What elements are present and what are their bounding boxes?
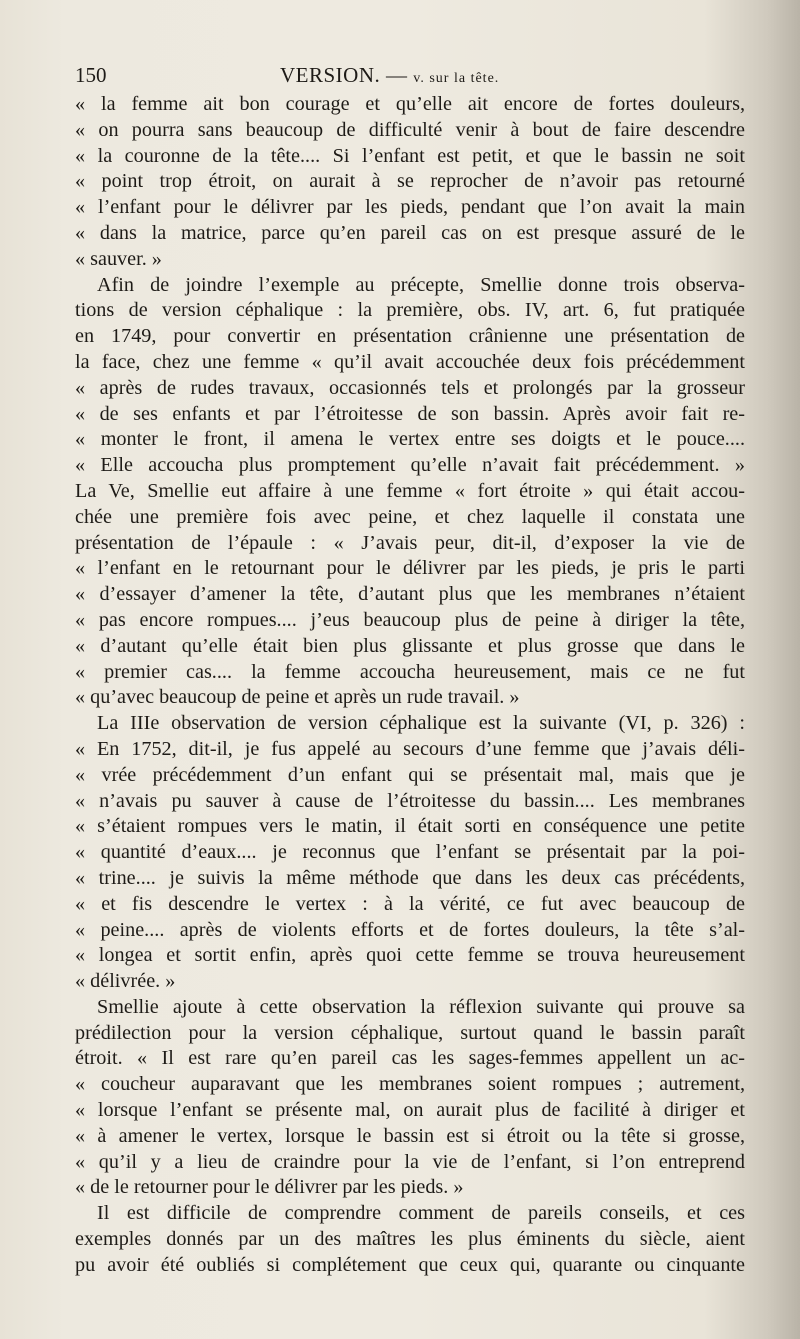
text-line: « peine.... après de violents efforts et de fortes douleurs, la tête s’al- bbox=[75, 918, 745, 941]
text-line: La Ve, Smellie eut affaire à une femme « fort étroite » qui était accou- bbox=[75, 479, 745, 502]
text-line: « En 1752, dit-il, je fus appelé au secours d’une femme que j’avais déli- bbox=[75, 737, 745, 760]
text-line: « la couronne de la tête.... Si l’enfant est petit, et que le bassin ne soit bbox=[75, 144, 745, 167]
text-line: Il est difficile de comprendre comment de pareils conseils, et ces bbox=[97, 1202, 745, 1225]
text-line: « vrée précédemment d’un enfant qui se présentait mal, mais que je bbox=[75, 763, 745, 786]
text-line: « pas encore rompues.... j’eus beaucoup plus de peine à diriger la tête, bbox=[75, 608, 745, 631]
running-title-main: VERSION. — bbox=[280, 63, 414, 87]
text-line: tions de version céphalique : la première, obs. IV, art. 6, fut pratiquée bbox=[75, 299, 745, 322]
text-line: la face, chez une femme « qu’il avait accouchée deux fois précédemment bbox=[75, 350, 745, 373]
text-line: « de le retourner pour le délivrer par les pieds. » bbox=[75, 1176, 464, 1199]
text-line: « l’enfant pour le délivrer par les pieds, pendant que l’on avait la main bbox=[75, 196, 745, 219]
text-line: « premier cas.... la femme accoucha heureusement, mais ce ne fut bbox=[75, 660, 745, 683]
running-title-small: v. sur la tête. bbox=[413, 71, 500, 86]
text-line: La IIIe observation de version céphalique est la suivante (VI, p. 326) : bbox=[97, 712, 745, 735]
text-line: « de ses enfants et par l’étroitesse de son bassin. Après avoir fait re- bbox=[75, 402, 745, 425]
text-line: « s’étaient rompues vers le matin, il était sorti en conséquence une petite bbox=[75, 815, 745, 838]
text-line: exemples donnés par un des maîtres les plus éminents du siècle, aient bbox=[75, 1228, 745, 1251]
page-number: 150 bbox=[75, 63, 107, 87]
text-line: « d’autant qu’elle était bien plus glissante et plus grosse que dans le bbox=[75, 634, 745, 657]
body-text bbox=[75, 92, 745, 1279]
text-line: « Elle accoucha plus promptement qu’elle n’avait fait précédemment. » bbox=[75, 454, 745, 477]
text-line: « d’essayer d’amener la tête, d’autant plus que les membranes n’étaient bbox=[75, 583, 745, 606]
text-line: présentation de l’épaule : « J’avais peur, dit-il, d’exposer la vie de bbox=[75, 531, 745, 554]
text-line: « après de rudes travaux, occasionnés tels et prolongés par la grosseur bbox=[75, 376, 745, 399]
text-line: « et fis descendre le vertex : à la vérité, ce fut avec beaucoup de bbox=[75, 892, 745, 915]
text-line: « qu’avec beaucoup de peine et après un rude travail. » bbox=[75, 686, 520, 709]
text-line: « la femme ait bon courage et qu’elle ait encore de fortes douleurs, bbox=[75, 93, 745, 115]
text-line: étroit. « Il est rare qu’en pareil cas les sages-femmes appellent un ac- bbox=[75, 1047, 745, 1070]
text-line: « n’avais pu sauver à cause de l’étroitesse du bassin.... Les membranes bbox=[75, 789, 745, 812]
text-line: Afin de joindre l’exemple au précepte, Smellie donne trois observa- bbox=[97, 273, 745, 296]
text-line: « dans la matrice, parce qu’en pareil cas on est presque assuré de le bbox=[75, 221, 745, 244]
text-line: « point trop étroit, on aurait à se reprocher de n’avoir pas retourné bbox=[75, 170, 745, 193]
text-line: « on pourra sans beaucoup de difficulté venir à bout de faire descendre bbox=[75, 118, 745, 141]
text-line: « longea et sortit enfin, après quoi cette femme se trouva heureusement bbox=[75, 944, 745, 967]
text-line: en 1749, pour convertir en présentation crânienne une présentation de bbox=[75, 325, 745, 348]
text-line: prédilection pour la version céphalique, surtout quand le bassin paraît bbox=[75, 1021, 745, 1044]
text-line: « délivrée. » bbox=[75, 970, 176, 993]
text-line: « monter le front, il amena le vertex entre ses doigts et le pouce.... bbox=[75, 428, 745, 451]
text-line: « trine.... je suivis la même méthode que dans les deux cas précédents, bbox=[75, 866, 745, 889]
text-line: « coucheur auparavant que les membranes soient rompues ; autrement, bbox=[75, 1073, 745, 1096]
running-header bbox=[75, 63, 745, 87]
text-line: « lorsque l’enfant se présente mal, on aurait plus de facilité à diriger et bbox=[75, 1099, 745, 1122]
running-title bbox=[280, 63, 499, 88]
text-line: pu avoir été oubliés si complétement que ceux qui, quarante ou cinquante bbox=[75, 1253, 745, 1276]
text-line: « qu’il y a lieu de craindre pour la vie de l’enfant, si l’on entreprend bbox=[75, 1150, 745, 1173]
text-line: « à amener le vertex, lorsque le bassin est si étroit ou la tête si grosse, bbox=[75, 1124, 745, 1147]
text-line: chée une première fois avec peine, et chez laquelle il constata une bbox=[75, 505, 745, 528]
text-line: « quantité d’eaux.... je reconnus que l’enfant se présentait par la poi- bbox=[75, 841, 745, 864]
text-line: Smellie ajoute à cette observation la réflexion suivante qui prouve sa bbox=[97, 995, 745, 1018]
text-line: « l’enfant en le retournant pour le délivrer par les pieds, je pris le parti bbox=[75, 557, 745, 580]
text-line: « sauver. » bbox=[75, 247, 162, 270]
